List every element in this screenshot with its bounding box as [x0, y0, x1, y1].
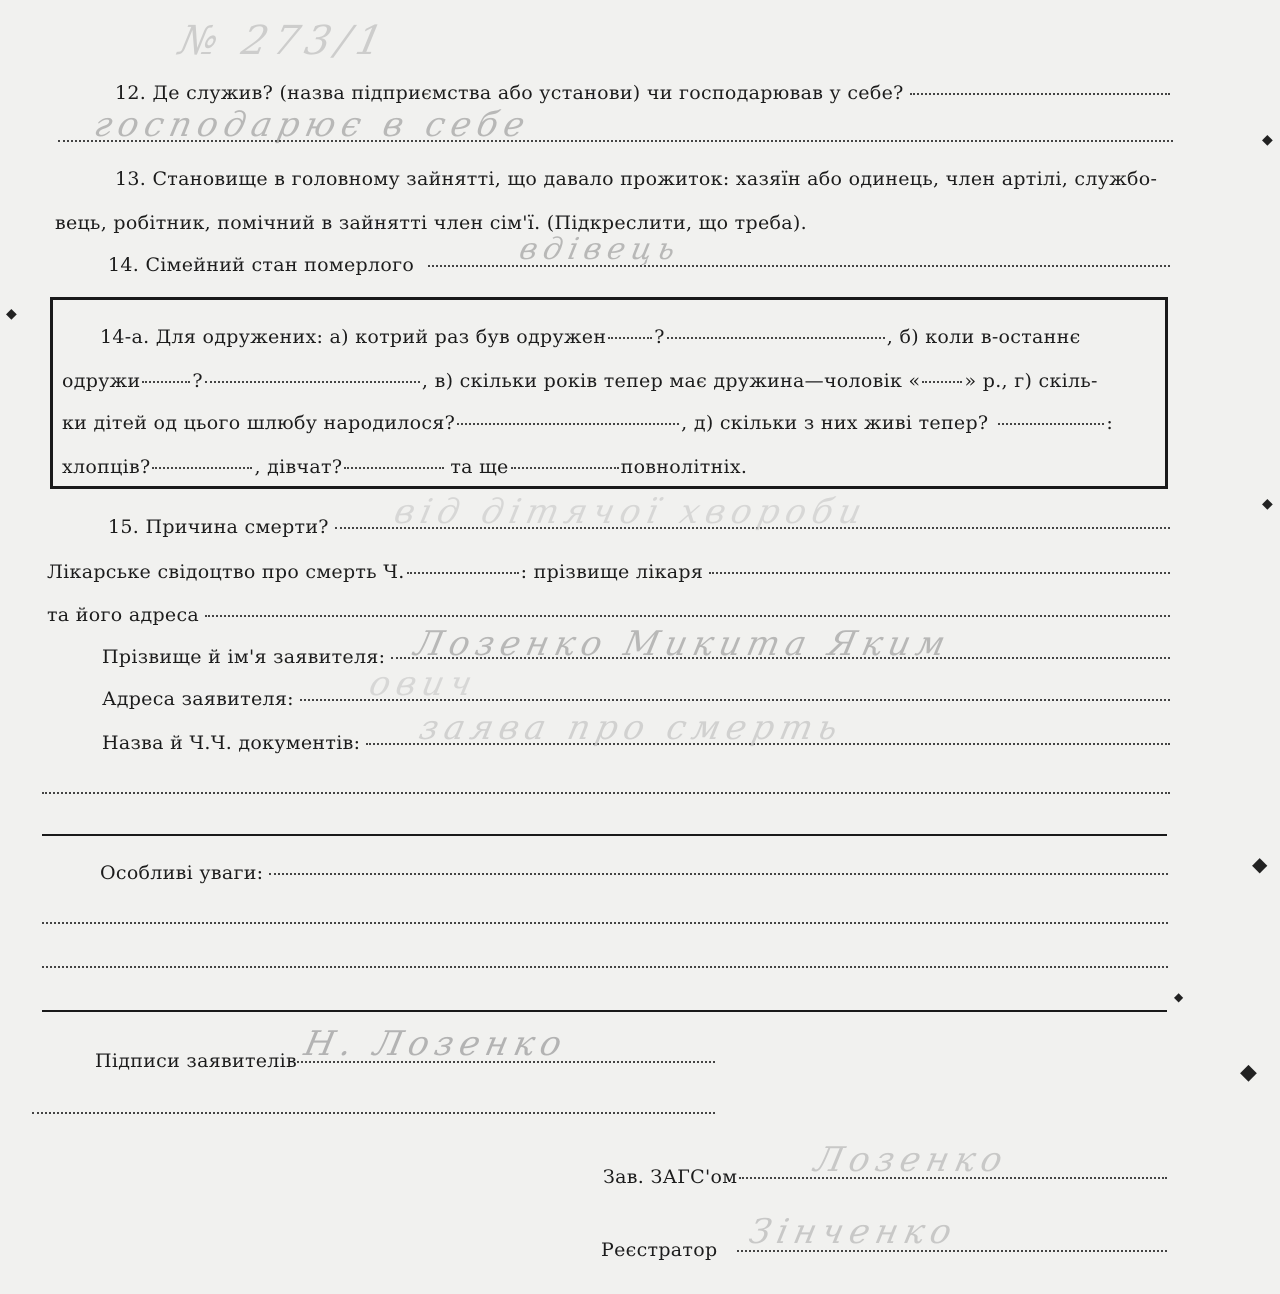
record-number-mark: № 273/1 — [175, 18, 393, 64]
applicant-name-answer-cont: ович — [365, 664, 482, 704]
remarks-row — [100, 862, 1168, 884]
margin-speck: ◆ — [1262, 496, 1273, 512]
q14a-fill-2b — [205, 380, 420, 383]
documents-label: Назва й Ч.Ч. документів: — [102, 732, 361, 754]
q14a-fill-2c — [922, 380, 962, 383]
margin-speck: ◆ — [6, 306, 17, 322]
certificate-row — [47, 561, 1170, 583]
q12-answer: господарює в себе — [90, 105, 535, 145]
q14a-row-2 — [62, 370, 1158, 392]
q15-label: 15. Причина смерти? — [108, 516, 329, 538]
q14a-label-1a: 14-а. Для одружених: а) котрий раз був одружен — [100, 326, 607, 348]
documents-extra-line — [42, 792, 1170, 794]
zags-head-label: Зав. ЗАГС'ом — [603, 1166, 738, 1188]
q14a-label-4c: та ще — [450, 456, 509, 478]
q13-row-2 — [55, 212, 807, 234]
q14a-row-3 — [62, 412, 1158, 434]
applicant-signature: Н. Лозенко — [300, 1024, 572, 1064]
q12-row — [115, 82, 1170, 104]
section-divider-1 — [42, 834, 1167, 836]
applicant-signatures-label: Підписи заявителів — [95, 1050, 298, 1072]
remarks-line-3 — [42, 966, 1168, 968]
q14a-fill-1b — [667, 336, 885, 339]
q14a-label-3a: ки дітей од цього шлюбу народилося? — [62, 412, 456, 434]
doctor-name-fill — [709, 571, 1170, 574]
q14a-mark-2: ? — [192, 370, 203, 392]
zags-head-signature: Лозенко — [810, 1140, 1012, 1180]
applicant-name-answer: Лозенко Микита Яким — [410, 624, 955, 664]
q12-fill — [910, 92, 1170, 95]
margin-speck: ◆ — [1262, 132, 1273, 148]
margin-speck: ◆ — [1252, 852, 1268, 876]
applicant-address-row — [102, 688, 1170, 710]
q14a-label-2a: одружи — [62, 370, 141, 392]
q14a-label-4a: хлопців? — [62, 456, 151, 478]
q14a-fill-4a — [152, 466, 252, 469]
doctor-address-row — [47, 604, 1170, 626]
q14-label: 14. Сімейний стан померлого — [108, 254, 415, 276]
q12-label: 12. Де служив? (назва підприємства або установи) чи господарював у себе? — [115, 82, 904, 104]
q12-second-line — [58, 140, 1173, 142]
q14a-fill-2a — [142, 380, 190, 383]
q14a-row-4 — [62, 456, 747, 478]
certificate-label-a: Лікарське свідоцтво про смерть Ч. — [47, 561, 405, 583]
doctor-address-label: та його адреса — [47, 604, 200, 626]
registrar-signature: Зінченко — [745, 1212, 962, 1252]
q13-row-1 — [115, 168, 1157, 190]
section-divider-2 — [42, 1010, 1167, 1012]
q14-answer: вдівець — [516, 232, 685, 267]
q14a-row-1 — [100, 326, 1158, 348]
q14a-label-4b: , дівчат? — [254, 456, 343, 478]
q13-label-2: вець, робітник, помічний в зайнятті член сім'ї. (Підкреслити, що треба). — [55, 212, 807, 234]
applicant-address-label: Адреса заявителя: — [102, 688, 294, 710]
q14a-label-2c: » р., г) скіль- — [964, 370, 1098, 392]
doctor-address-fill — [205, 614, 1170, 617]
q15-answer: від дітячої хвороби — [390, 492, 872, 532]
registrar-label: Реєстратор — [601, 1239, 718, 1261]
q14a-label-1b: , б) коли в-останнє — [886, 326, 1081, 348]
certificate-label-b: : прізвище лікаря — [520, 561, 704, 583]
q14a-fill-3a — [457, 422, 679, 425]
q14a-fill-4c — [511, 466, 619, 469]
margin-speck: ◆ — [1240, 1060, 1257, 1085]
margin-speck: ◆ — [1174, 990, 1184, 1004]
remarks-fill — [269, 872, 1168, 875]
q14a-label-3c: : — [1106, 412, 1114, 434]
q14a-mark-1: ? — [654, 326, 665, 348]
q14a-fill-4b — [344, 466, 444, 469]
applicant-name-label: Прізвище й ім'я заявителя: — [102, 646, 386, 668]
applicant-signatures-line-2 — [32, 1112, 715, 1114]
documents-answer: заява про смерть — [415, 708, 848, 748]
q13-label-1: 13. Становище в головному зайнятті, що давало прожиток: хазяїн або одинець, член артілі, службо- — [115, 168, 1158, 190]
q14a-label-2b: , в) скільки років тепер має дружина—чоловік « — [421, 370, 921, 392]
q14a-label-4d: повнолітніх. — [620, 456, 748, 478]
certificate-number-fill — [407, 571, 519, 574]
q14a-label-3b: , д) скільки з них живі тепер? — [681, 412, 989, 434]
remarks-label: Особливі уваги: — [100, 862, 264, 884]
remarks-line-2 — [42, 922, 1168, 924]
q14a-fill-3b — [998, 422, 1104, 425]
q14a-fill-1a — [608, 336, 652, 339]
